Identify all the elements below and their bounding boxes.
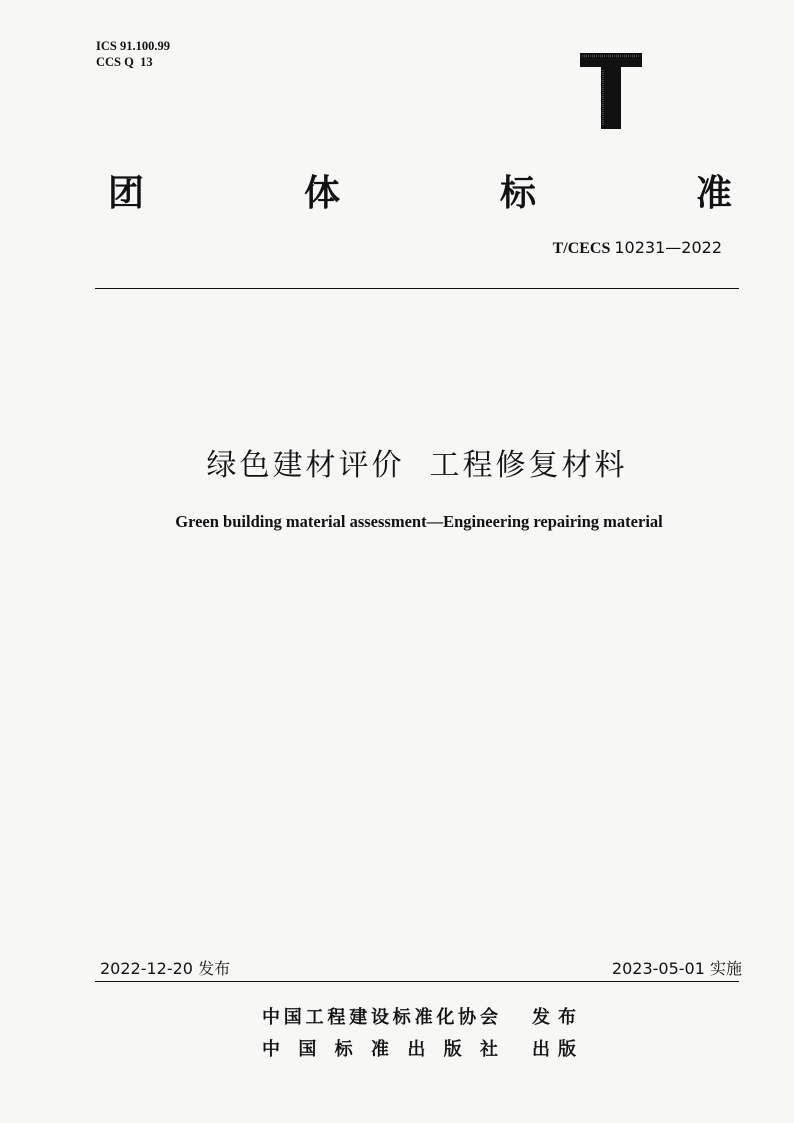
- char: 中: [262, 1007, 280, 1028]
- char: 标: [392, 1007, 411, 1028]
- publisher-row: [262, 1034, 576, 1066]
- publisher-name: [262, 1034, 498, 1066]
- ccs-code: CCS Q 13: [96, 55, 153, 69]
- char: 布: [558, 1007, 576, 1028]
- char: 版: [558, 1039, 576, 1060]
- standard-type-char-3: 标: [499, 173, 536, 214]
- char: 化: [436, 1007, 455, 1028]
- implementation-date: 2023-05-01 实施: [611, 959, 742, 978]
- publisher-row: [262, 1002, 576, 1034]
- char: 出: [532, 1039, 550, 1060]
- publisher-action: [532, 1034, 576, 1066]
- standard-type-char-4: 准: [695, 173, 732, 214]
- char: 出: [407, 1039, 426, 1060]
- char: 设: [370, 1007, 389, 1028]
- char: 社: [479, 1039, 498, 1060]
- standard-type-char-1: 团: [108, 173, 145, 214]
- standard-number-prefix: T/CECS: [552, 240, 611, 257]
- char: 程: [327, 1007, 346, 1028]
- char: 准: [370, 1039, 389, 1060]
- bottom-divider: [95, 981, 739, 982]
- top-divider: [95, 288, 739, 289]
- char: 中: [262, 1039, 280, 1060]
- char: 国: [298, 1039, 317, 1060]
- char: 建: [349, 1007, 368, 1028]
- char: 准: [414, 1007, 433, 1028]
- char: 工: [305, 1007, 324, 1028]
- char: 国: [283, 1007, 302, 1028]
- publisher-name: [262, 1002, 498, 1034]
- standard-number-code: 10231—2022: [614, 238, 722, 257]
- issue-date: 2022-12-20 发布: [100, 959, 231, 978]
- char: 版: [443, 1039, 462, 1060]
- char: 会: [479, 1007, 498, 1028]
- char: 标: [334, 1039, 353, 1060]
- classification-codes: [96, 38, 170, 70]
- ics-code: ICS 91.100.99: [96, 39, 170, 53]
- standard-type-heading: [108, 165, 732, 216]
- title-english: Green building material assessment—Engineering repairing material: [175, 512, 663, 531]
- standard-number: [553, 238, 722, 258]
- standard-type-char-2: 体: [303, 173, 340, 214]
- title-chinese: 绿色建材评价 工程修复材料: [206, 448, 628, 483]
- publisher-block: [262, 1002, 576, 1066]
- publisher-action: [532, 1002, 576, 1034]
- char: 发: [532, 1007, 550, 1028]
- char: 协: [458, 1007, 477, 1028]
- t-logo-icon: [578, 50, 644, 132]
